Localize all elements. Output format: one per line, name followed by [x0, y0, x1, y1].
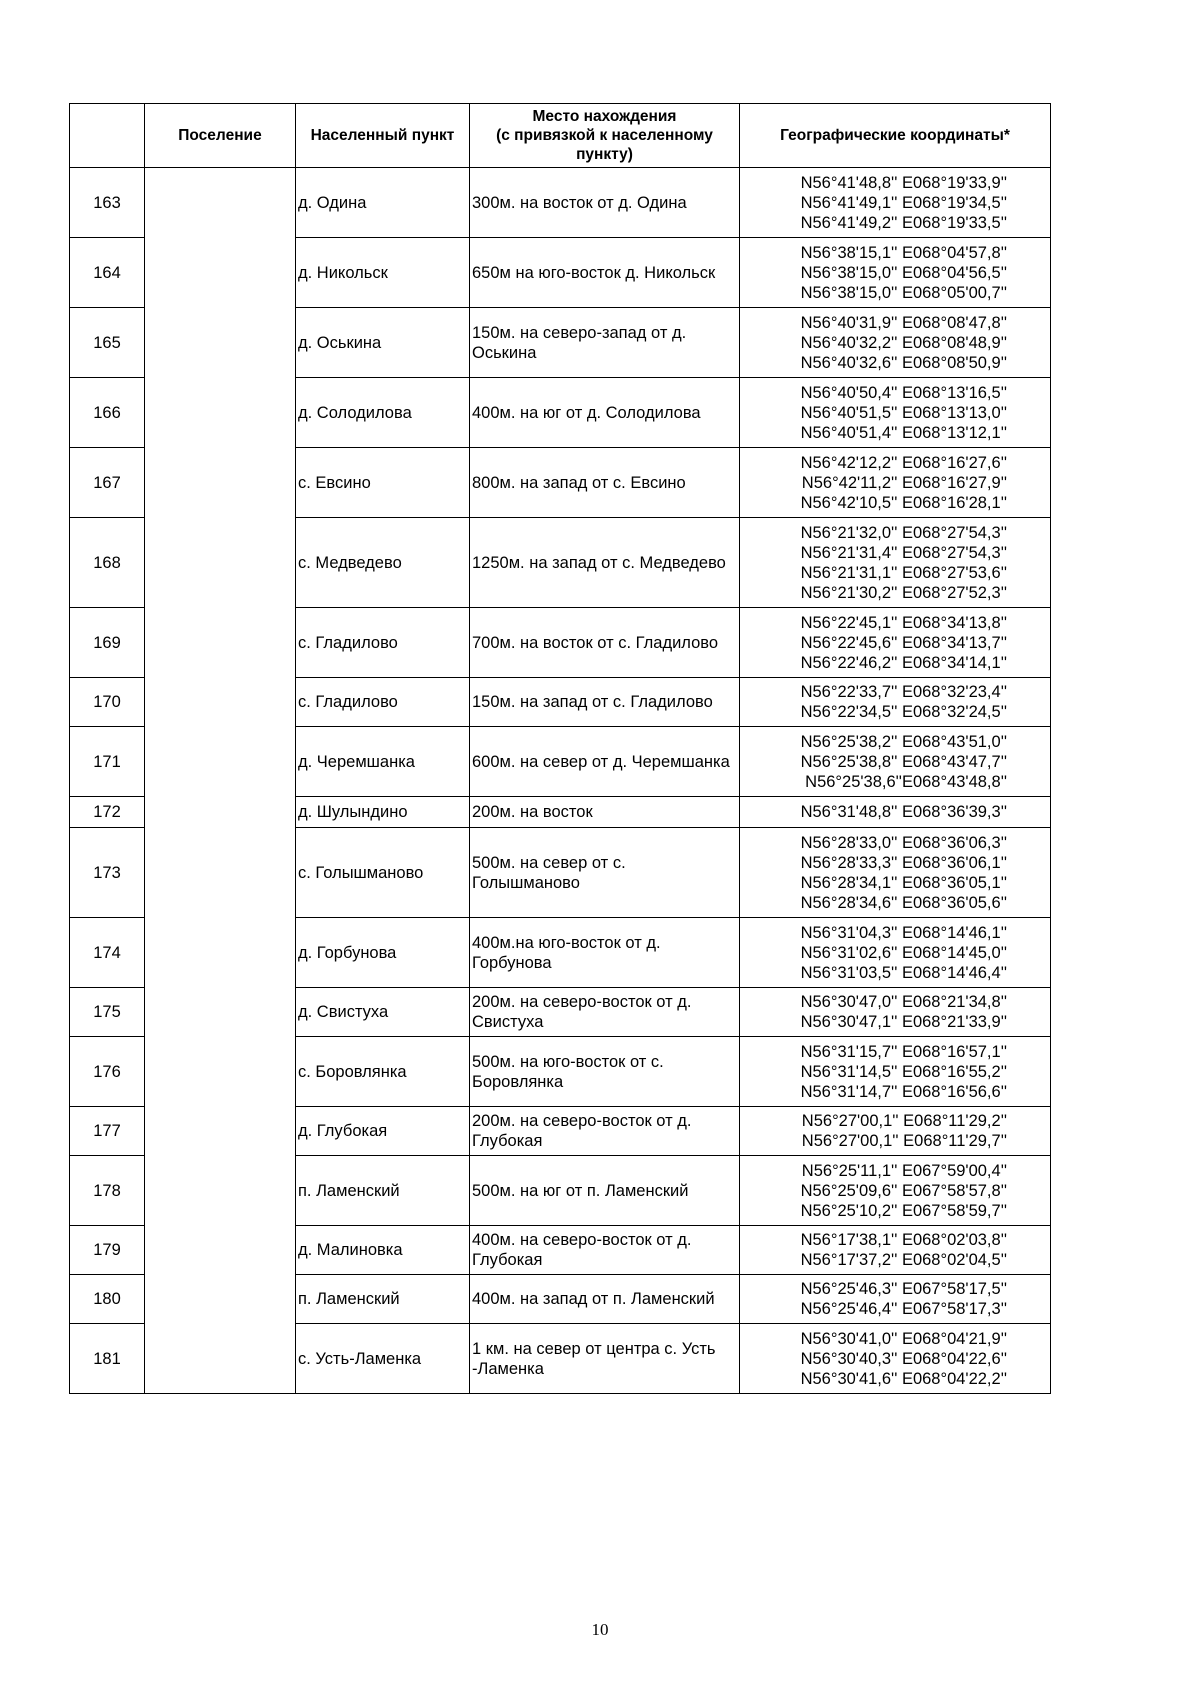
- row-number: 180: [70, 1275, 145, 1324]
- header-location-line: пункту): [576, 146, 633, 163]
- table-body: [70, 168, 1051, 1394]
- locality-cell: д. Одина: [296, 168, 470, 238]
- row-number: 163: [70, 168, 145, 238]
- row-number: 172: [70, 797, 145, 828]
- location-cell: 300м. на восток от д. Одина: [470, 168, 740, 238]
- coordinates-cell: [740, 168, 1051, 238]
- location-cell: 800м. на запад от с. Евсино: [470, 448, 740, 518]
- coordinate-line: N56°40'51,5'' E068°13'13,0'': [800, 403, 1007, 422]
- coordinate-line: N56°41'49,2'' E068°19'33,5'': [800, 213, 1007, 232]
- location-cell: 400м.на юго-восток от д. Горбунова: [470, 918, 740, 988]
- location-cell: 700м. на восток от с. Гладилово: [470, 608, 740, 678]
- locality-cell: д. Шулындино: [296, 797, 470, 828]
- coordinate-line: N56°31'02,6'' E068°14'45,0'': [800, 943, 1007, 962]
- coordinate-line: N56°21'30,2'' E068°27'52,3'': [800, 583, 1007, 602]
- locality-cell: с. Гладилово: [296, 678, 470, 727]
- coordinate-line: N56°25'11,1'' E067°59'00,4'': [801, 1161, 1007, 1180]
- row-number: 168: [70, 518, 145, 608]
- coordinate-line: N56°22'34,5'' E068°32'24,5'': [800, 703, 1007, 721]
- locality-cell: с. Медведево: [296, 518, 470, 608]
- row-number: 175: [70, 988, 145, 1037]
- coordinates-cell: [740, 678, 1051, 727]
- coordinate-line: N56°22'45,6'' E068°34'13,7'': [800, 633, 1007, 652]
- row-number: 173: [70, 828, 145, 918]
- coordinates-cell: [740, 1037, 1051, 1107]
- locality-cell: д. Малиновка: [296, 1226, 470, 1275]
- coordinates-cell: [740, 1107, 1051, 1156]
- location-cell: 200м. на восток: [470, 797, 740, 828]
- table-header-row: [70, 104, 1051, 168]
- coordinate-line: N56°27'00,1'' E068°11'29,7'': [801, 1132, 1007, 1150]
- coordinates-table: [69, 103, 1051, 1394]
- row-number: 164: [70, 238, 145, 308]
- coordinate-line: N56°42'11,2'' E068°16'27,9'': [801, 473, 1007, 492]
- location-cell: 150м. на северо-запад от д. Оськина: [470, 308, 740, 378]
- coordinate-line: N56°28'34,6'' E068°36'05,6'': [800, 893, 1007, 912]
- header-location-line: (с привязкой к населенному: [496, 127, 713, 144]
- header-num: [70, 104, 145, 168]
- coordinate-line: N56°21'31,4'' E068°27'54,3'': [800, 543, 1007, 562]
- location-cell: 400м. на запад от п. Ламенский: [470, 1275, 740, 1324]
- row-number: 169: [70, 608, 145, 678]
- coordinate-line: N56°30'47,0'' E068°21'34,8'': [800, 993, 1007, 1011]
- locality-cell: д. Свистуха: [296, 988, 470, 1037]
- coordinate-line: N56°25'46,4'' E067°58'17,3'': [800, 1300, 1007, 1318]
- coordinates-cell: [740, 378, 1051, 448]
- row-number: 177: [70, 1107, 145, 1156]
- coordinate-line: N56°30'40,3'' E068°04'22,6'': [800, 1349, 1007, 1368]
- locality-cell: д. Глубокая: [296, 1107, 470, 1156]
- coordinate-line: N56°31'04,3'' E068°14'46,1'': [800, 923, 1007, 942]
- coordinate-line: N56°38'15,1'' E068°04'57,8'': [800, 243, 1007, 262]
- coordinate-line: N56°31'14,7'' E068°16'56,6'': [800, 1082, 1007, 1101]
- coordinates-cell: [740, 608, 1051, 678]
- location-cell: 200м. на северо-восток от д. Свистуха: [470, 988, 740, 1037]
- location-cell: 150м. на запад от с. Гладилово: [470, 678, 740, 727]
- coordinate-line: N56°25'38,8'' E068°43'47,7'': [800, 752, 1007, 771]
- coordinate-line: N56°30'47,1'' E068°21'33,9'': [800, 1013, 1007, 1031]
- coordinate-line: N56°38'15,0'' E068°04'56,5'': [800, 263, 1007, 282]
- locality-cell: п. Ламенский: [296, 1156, 470, 1226]
- coordinate-line: N56°25'38,6''E068°43'48,8'': [805, 772, 1007, 791]
- coordinate-line: N56°28'33,3'' E068°36'06,1'': [800, 853, 1007, 872]
- coordinate-line: N56°25'10,2'' E067°58'59,7'': [800, 1201, 1007, 1220]
- table-row: [70, 168, 1051, 238]
- locality-cell: п. Ламенский: [296, 1275, 470, 1324]
- coordinate-line: N56°22'33,7'' E068°32'23,4'': [800, 683, 1007, 701]
- header-location-line: Место нахождения: [532, 108, 677, 125]
- coordinates-cell: [740, 727, 1051, 797]
- coordinate-line: N56°22'45,1'' E068°34'13,8'': [800, 613, 1007, 632]
- row-number: 166: [70, 378, 145, 448]
- row-number: 171: [70, 727, 145, 797]
- locality-cell: с. Усть-Ламенка: [296, 1324, 470, 1394]
- coordinates-cell: [740, 448, 1051, 518]
- header-coordinates: Географические координаты*: [740, 104, 1051, 168]
- coordinate-line: N56°40'31,9'' E068°08'47,8'': [800, 313, 1007, 332]
- coordinates-cell: [740, 308, 1051, 378]
- coordinate-line: N56°21'31,1'' E068°27'53,6'': [800, 563, 1007, 582]
- location-cell: 500м. на юго-восток от с. Боровлянка: [470, 1037, 740, 1107]
- coordinate-line: N56°30'41,0'' E068°04'21,9'': [800, 1329, 1007, 1348]
- coordinate-line: N56°31'03,5'' E068°14'46,4'': [800, 963, 1007, 982]
- coordinate-line: N56°17'37,2'' E068°02'04,5'': [800, 1251, 1007, 1269]
- row-number: 174: [70, 918, 145, 988]
- page-number: 10: [591, 1620, 609, 1639]
- coordinate-line: N56°42'12,2'' E068°16'27,6'': [800, 453, 1007, 472]
- coordinates-cell: [740, 1324, 1051, 1394]
- coordinate-line: N56°31'14,5'' E068°16'55,2'': [800, 1062, 1007, 1081]
- row-number: 167: [70, 448, 145, 518]
- coordinates-cell: [740, 988, 1051, 1037]
- header-location: [470, 104, 740, 168]
- coordinate-line: N56°22'46,2'' E068°34'14,1'': [800, 653, 1007, 672]
- location-cell: 600м. на север от д. Черемшанка: [470, 727, 740, 797]
- coordinate-line: N56°31'48,8'' E068°36'39,3'': [800, 803, 1007, 821]
- coordinates-cell: [740, 1226, 1051, 1275]
- row-number: 170: [70, 678, 145, 727]
- header-locality: Населенный пункт: [296, 104, 470, 168]
- row-number: 178: [70, 1156, 145, 1226]
- coordinate-line: N56°27'00,1'' E068°11'29,2'': [801, 1112, 1007, 1130]
- location-cell: 500м. на юг от п. Ламенский: [470, 1156, 740, 1226]
- coordinates-cell: [740, 918, 1051, 988]
- locality-cell: д. Никольск: [296, 238, 470, 308]
- locality-cell: с. Евсино: [296, 448, 470, 518]
- coordinate-line: N56°25'09,6'' E067°58'57,8'': [800, 1181, 1007, 1200]
- row-number: 176: [70, 1037, 145, 1107]
- locality-cell: с. Голышманово: [296, 828, 470, 918]
- locality-cell: д. Оськина: [296, 308, 470, 378]
- coordinate-line: N56°42'10,5'' E068°16'28,1'': [800, 493, 1007, 512]
- coordinates-cell: [740, 797, 1051, 828]
- coordinate-line: N56°25'38,2'' E068°43'51,0'': [800, 732, 1007, 751]
- coordinate-line: N56°25'46,3'' E067°58'17,5'': [800, 1280, 1007, 1298]
- coordinates-cell: [740, 238, 1051, 308]
- row-number: 165: [70, 308, 145, 378]
- coordinate-line: N56°40'51,4'' E068°13'12,1'': [800, 423, 1007, 442]
- settlement-cell: [145, 168, 296, 1394]
- coordinate-line: N56°31'15,7'' E068°16'57,1'': [800, 1042, 1007, 1061]
- locality-cell: с. Боровлянка: [296, 1037, 470, 1107]
- coordinate-line: N56°28'33,0'' E068°36'06,3'': [800, 833, 1007, 852]
- coordinate-line: N56°40'32,2'' E068°08'48,9'': [800, 333, 1007, 352]
- location-cell: 1 км. на север от центра с. Усть -Ламенка: [470, 1324, 740, 1394]
- coordinate-line: N56°21'32,0'' E068°27'54,3'': [800, 523, 1007, 542]
- coordinate-line: N56°41'48,8'' E068°19'33,9'': [800, 173, 1007, 192]
- coordinate-line: N56°28'34,1'' E068°36'05,1'': [800, 873, 1007, 892]
- coordinates-cell: [740, 1156, 1051, 1226]
- location-cell: 200м. на северо-восток от д. Глубокая: [470, 1107, 740, 1156]
- locality-cell: с. Гладилово: [296, 608, 470, 678]
- locality-cell: д. Черемшанка: [296, 727, 470, 797]
- coordinate-line: N56°41'49,1'' E068°19'34,5'': [800, 193, 1007, 212]
- locality-cell: д. Солодилова: [296, 378, 470, 448]
- coordinates-cell: [740, 1275, 1051, 1324]
- coordinate-line: N56°30'41,6'' E068°04'22,2'': [800, 1369, 1007, 1388]
- location-cell: 1250м. на запад от с. Медведево: [470, 518, 740, 608]
- location-cell: 400м. на юг от д. Солодилова: [470, 378, 740, 448]
- locality-cell: д. Горбунова: [296, 918, 470, 988]
- coordinate-line: N56°38'15,0'' E068°05'00,7'': [800, 283, 1007, 302]
- header-settlement: Поселение: [145, 104, 296, 168]
- coordinate-line: N56°17'38,1'' E068°02'03,8'': [800, 1231, 1007, 1249]
- coordinate-line: N56°40'50,4'' E068°13'16,5'': [800, 383, 1007, 402]
- coordinates-cell: [740, 828, 1051, 918]
- location-cell: 500м. на север от с. Голышманово: [470, 828, 740, 918]
- location-cell: 400м. на северо-восток от д. Глубокая: [470, 1226, 740, 1275]
- row-number: 179: [70, 1226, 145, 1275]
- coordinate-line: N56°40'32,6'' E068°08'50,9'': [800, 353, 1007, 372]
- row-number: 181: [70, 1324, 145, 1394]
- coordinates-cell: [740, 518, 1051, 608]
- location-cell: 650м на юго-восток д. Никольск: [470, 238, 740, 308]
